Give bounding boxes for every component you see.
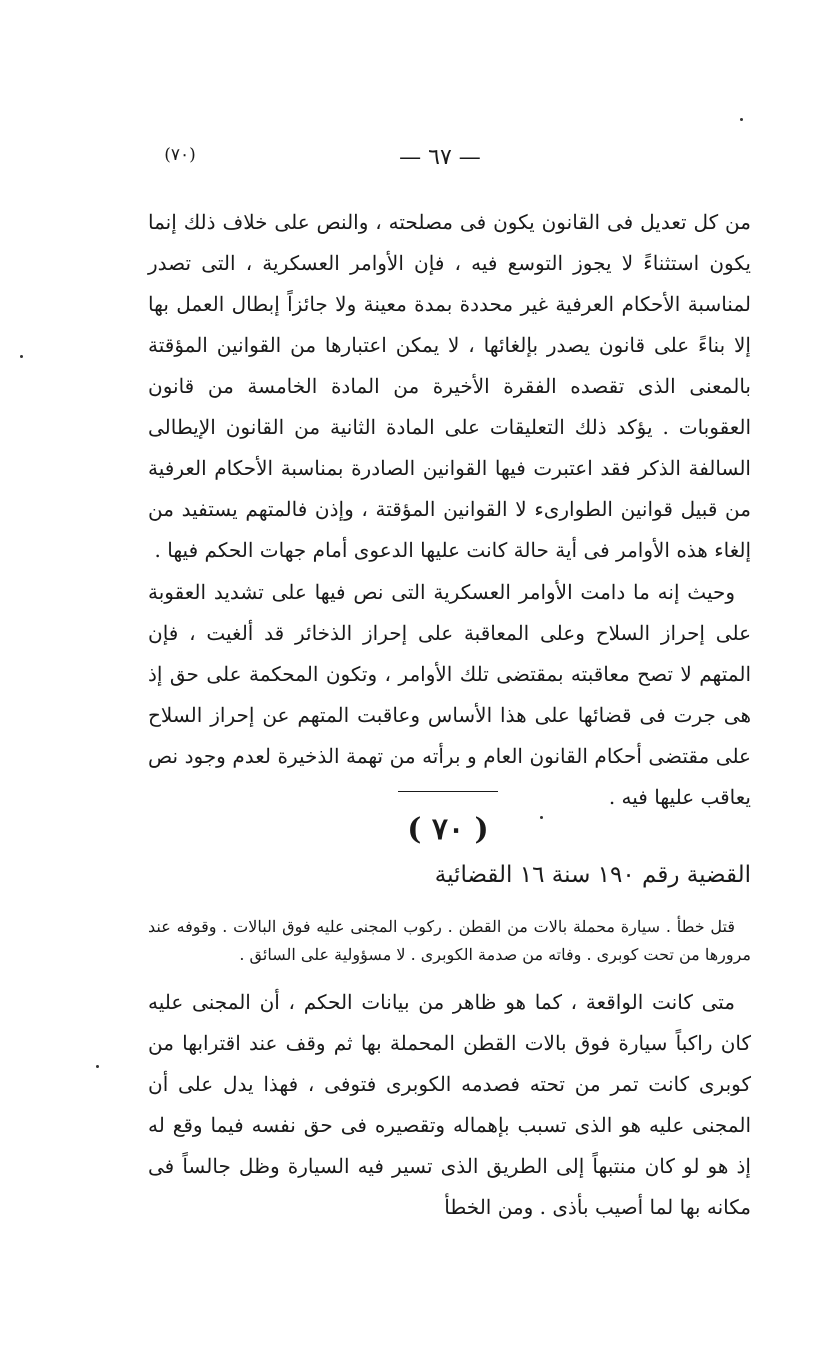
paragraph-ruling-conclusion: وحيث إنه ما دامت الأوامر العسكرية التى نص فيها على تشديد العقوبة على إحراز السلاح وعلى المعاقبة على إحراز الذخائر قد ألغيت ، فإن المتهم لا تصح معاقبته بمقتضى تلك الأوامر ، وتكون المحكمة على حق إذ هى جرت فى قضائها على هذا الأساس وعاقبت المتهم عن إحراز السلاح على مقتضى أحكام القانون العام و برأته من تهمة الذخيرة لعدم وجود نص يعاقب عليها فيه . [148,580,751,809]
page-number: — ٦٧ — [399,145,481,170]
case-summary: قتل خطأ . سيارة محملة بالات من القطن . ركوب المجنى عليه فوق البالات . وقوفه عند مرورها من تحت كوبرى . وفاته من صدمة الكوبرى . لا مسؤولية على السائق . [148,917,751,964]
paragraph-case-principle: متى كانت الواقعة ، كما هو ظاهر من بيانات الحكم ، أن المجنى عليه كان راكباً سيارة فوق بالات القطن المحملة بها ثم وقف عند اقترابها من كوبرى كانت تمر من تحته فصدمه الكوبرى فتوفى ، فهذا يدل على أن المجنى عليه هو الذى تسبب بإهماله وتقصيره فى حق نفسه فيما وقع له إذ هو لو كان منتبهاً إلى الطريق الذى تسير فيه السيارة وظل جالساً فى مكانه بها لما أصيب بأذى . ومن الخطأ [148,990,751,1219]
case-number-heading: ( ٧٠ ) [407,812,489,847]
scan-speck [20,355,23,358]
scan-speck [540,816,543,819]
scan-speck [740,118,743,121]
running-case-reference: (٧٠) [164,145,196,165]
scan-speck [96,1065,99,1068]
case-title: القضية رقم ١٩٠ سنة ١٦ القضائية [434,862,751,888]
paragraph-continued-opinion: من كل تعديل فى القانون يكون فى مصلحته ، والنص على خلاف ذلك إنما يكون استثناءً لا يجوز التوسع فيه ، فإن الأوامر العسكرية ، التى تصدر لمناسبة الأحكام العرفية غير محددة بمدة معينة ولا جائزاً إبطال العمل بها إلا بناءً على قانون يصدر بإلغائها ، لا يمكن اعتبارها من القوانين المؤقتة بالمعنى الذى تقصده الفقرة الأخيرة من المادة الخامسة من قانون العقوبات . يؤكد ذلك التعليقات على المادة الثانية من القانون الإيطالى السالفة الذكر فقد اعتبرت فيها القوانين الصادرة بمناسبة الأحكام العرفية من قبيل قوانين الطوارىء لا القوانين المؤقتة ، وإذن فالمتهم يستفيد من إلغاء هذه الأوامر فى أية حالة كانت عليها الدعوى أمام جهات الحكم فيها . [148,210,751,562]
section-divider [398,791,498,792]
